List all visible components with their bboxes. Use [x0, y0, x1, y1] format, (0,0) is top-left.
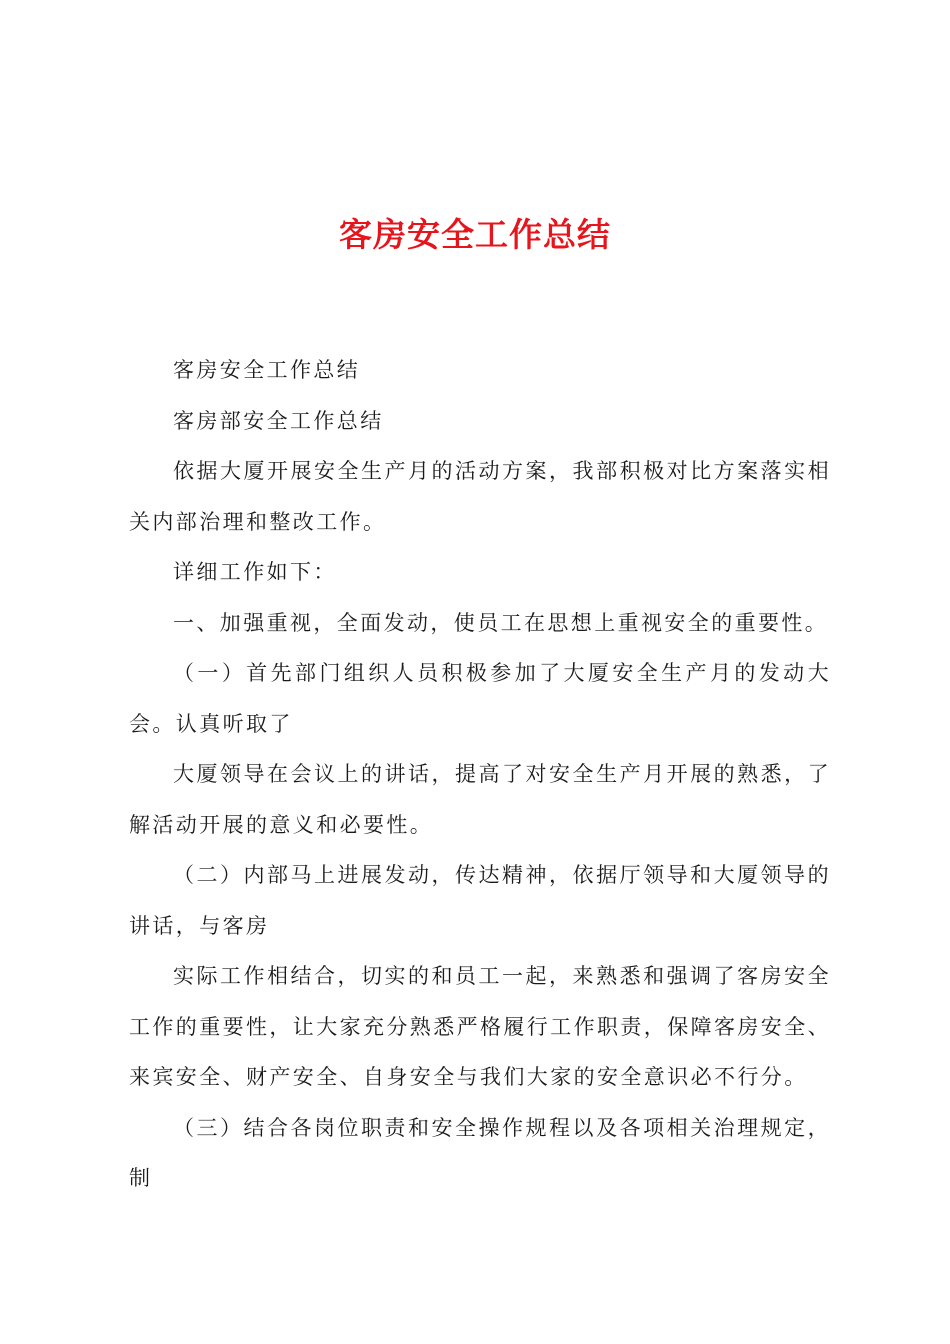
paragraph-section-one: 一、加强重视，全面发动，使员工在思想上重视安全的重要性。: [173, 610, 829, 635]
document-body: [129, 345, 831, 1204]
paragraph-subheading: 客房部安全工作总结: [173, 408, 384, 433]
paragraph-heading: 客房安全工作总结: [173, 358, 361, 382]
paragraph-item-one: （一）首先部门组织人员积极参加了大厦安全生产月的发动大会。认真听取了: [129, 661, 831, 736]
paragraph-item-three: （三）结合各岗位职责和安全操作规程以及各项相关治理规定，制: [129, 1115, 831, 1190]
paragraph-item-two-continued: 实际工作相结合，切实的和员工一起，来熟悉和强调了客房安全工作的重要性，让大家充分熟悉严格履行工作职责，保障客房安全、来宾安全、财产安全、自身安全与我们大家的安全意识必不行分。: [129, 964, 831, 1089]
paragraph-item-two: （二）内部马上进展发动，传达精神，依据厅领导和大厦领导的讲话，与客房: [129, 863, 831, 938]
document-title: 客房安全工作总结: [339, 215, 611, 254]
paragraph-item-one-continued: 大厦领导在会议上的讲话，提高了对安全生产月开展的熟悉，了解活动开展的意义和必要性。: [129, 762, 831, 837]
paragraph-intro: 依据大厦开展安全生产月的活动方案，我部积极对比方案落实相关内部治理和整改工作。: [129, 459, 831, 534]
paragraph-details-lead: 详细工作如下：: [173, 560, 337, 584]
